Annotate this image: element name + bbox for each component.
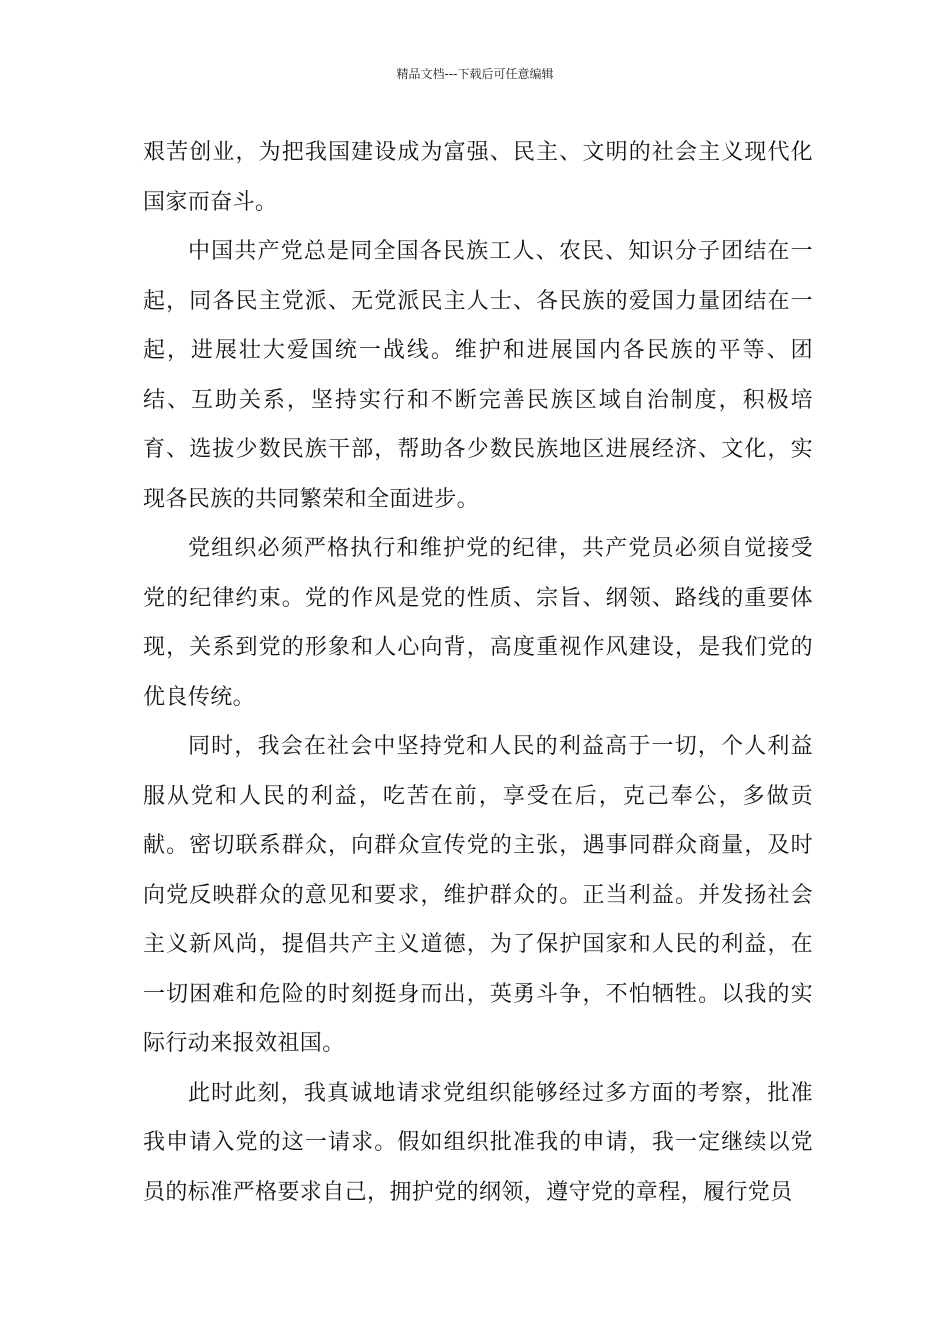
paragraph: 中国共产党总是同全国各民族工人、农民、知识分子团结在一起，同各民主党派、无党派民主人士、各民族的爱国力量团结在一起，进展壮大爱国统一战线。维护和进展国内各民族的平等、团结、互助关系，坚持实行和不断完善民族区域自治制度，积极培育、选拔少数民族干部，帮助各少数民族地区进展经济、文化，实现各民族的共同繁荣和全面进步。: [143, 239, 813, 512]
page-header: 精品文档---下载后可任意编辑: [396, 67, 554, 81]
paragraph: 党组织必须严格执行和维护党的纪律，共产党员必须自觉接受党的纪律约束。党的作风是党的性质、宗旨、纲领、路线的重要体现，关系到党的形象和人心向背，高度重视作风建设，是我们党的优良传统。: [143, 536, 813, 710]
paragraph: 此时此刻，我真诚地请求党组织能够经过多方面的考察，批准我申请入党的这一请求。假如组织批准我的申请，我一定继续以党员的标准严格要求自己，拥护党的纲领，遵守党的章程，履行党员: [143, 1080, 813, 1205]
paragraph: 同时，我会在社会中坚持党和人民的利益高于一切，个人利益服从党和人民的利益，吃苦在前，享受在后，克己奉公，多做贡献。密切联系群众，向群众宣传党的主张，遇事同群众商量，及时向党反映群众的意见和要求，维护群众的。正当利益。并发扬社会主义新风尚，提倡共产主义道德，为了保护国家和人民的利益，在一切困难和危险的时刻挺身而出，英勇斗争，不怕牺牲。以我的实际行动来报效祖国。: [143, 734, 813, 1056]
paragraph: 艰苦创业，为把我国建设成为富强、民主、文明的社会主义现代化国家而奋斗。: [143, 140, 813, 215]
document-body: [143, 128, 813, 1217]
